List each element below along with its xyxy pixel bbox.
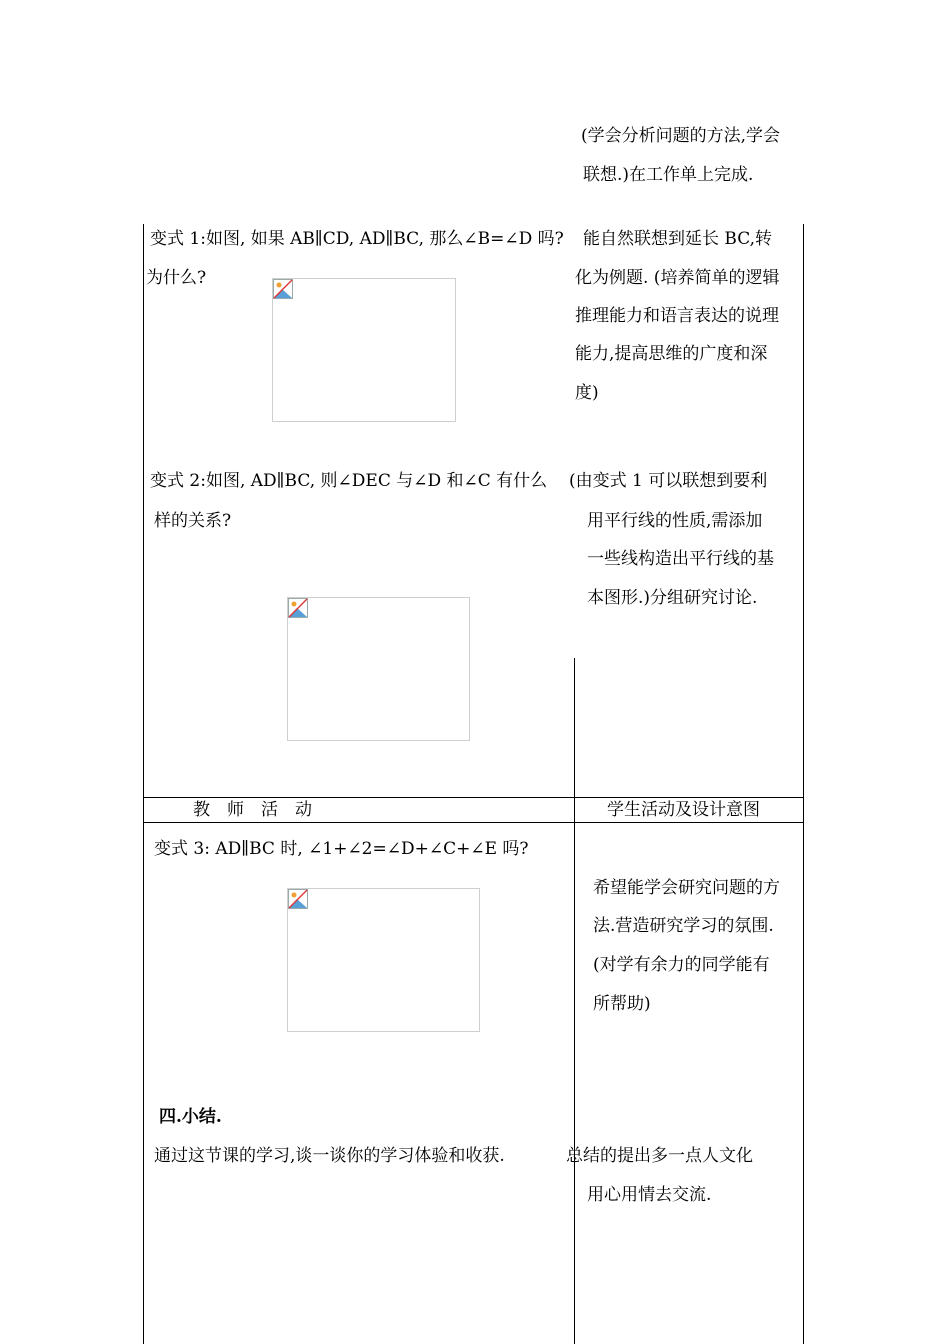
- variant3-note-line-4: 所帮助): [593, 994, 651, 1014]
- broken-image-icon: [273, 279, 293, 299]
- variant1-figure-image: [272, 278, 456, 422]
- variant3-figure-image: [287, 888, 480, 1032]
- variant1-note-line-4: 能力,提高思维的广度和深: [575, 344, 768, 364]
- broken-image-icon: [288, 598, 308, 618]
- header-row-bottom-border: [143, 822, 804, 823]
- variant2-note-line-4: 本图形.)分组研究讨论.: [587, 588, 758, 608]
- column-divider-lower: [574, 822, 575, 1344]
- variant1-note-line-2: 化为例题. (培养简单的逻辑: [575, 268, 780, 288]
- table-left-border: [143, 224, 144, 1344]
- summary-text: 通过这节课的学习,谈一谈你的学习体验和收获.: [154, 1146, 505, 1166]
- variant1-note-line-5: 度): [575, 383, 599, 403]
- variant2-figure-image: [287, 597, 470, 741]
- broken-image-icon: [288, 889, 308, 909]
- variant3-note-line-2: 法.营造研究学习的氛围.: [593, 916, 774, 936]
- top-note-line-2: 联想.)在工作单上完成.: [583, 165, 754, 185]
- variant3-note-line-1: 希望能学会研究问题的方: [593, 878, 780, 898]
- variant2-note-line-1: (由变式 1 可以联想到要利: [569, 471, 768, 491]
- summary-note-line-2: 用心用情去交流.: [587, 1185, 712, 1205]
- variant1-question-line-1: 变式 1:如图, 如果 AB∥CD, AD∥BC, 那么∠B=∠D 吗?: [150, 229, 564, 249]
- header-teacher-activity: 教 师 活 动: [193, 800, 312, 820]
- top-note-line-1: (学会分析问题的方法,学会: [581, 126, 781, 146]
- summary-heading: 四.小结.: [159, 1107, 222, 1127]
- variant2-question-line-1: 变式 2:如图, AD∥BC, 则∠DEC 与∠D 和∠C 有什么: [150, 471, 548, 491]
- summary-note-line-1: 总结的提出多一点人文化: [566, 1146, 753, 1166]
- variant3-note-line-3: (对学有余力的同学能有: [593, 955, 770, 975]
- header-row-top-border: [143, 797, 804, 798]
- variant3-question-line-1: 变式 3: AD∥BC 时, ∠1+∠2=∠D+∠C+∠E 吗?: [154, 839, 529, 859]
- variant2-question-line-2: 样的关系?: [154, 511, 232, 531]
- variant1-note-line-3: 推理能力和语言表达的说理: [575, 306, 779, 326]
- variant1-note-line-1: 能自然联想到延长 BC,转: [583, 229, 773, 249]
- table-right-border: [803, 224, 804, 1344]
- variant1-question-line-2: 为什么?: [146, 268, 207, 288]
- header-student-activity: 学生活动及设计意图: [607, 800, 760, 820]
- variant2-note-line-3: 一些线构造出平行线的基: [587, 549, 774, 569]
- variant2-note-line-2: 用平行线的性质,需添加: [587, 511, 763, 531]
